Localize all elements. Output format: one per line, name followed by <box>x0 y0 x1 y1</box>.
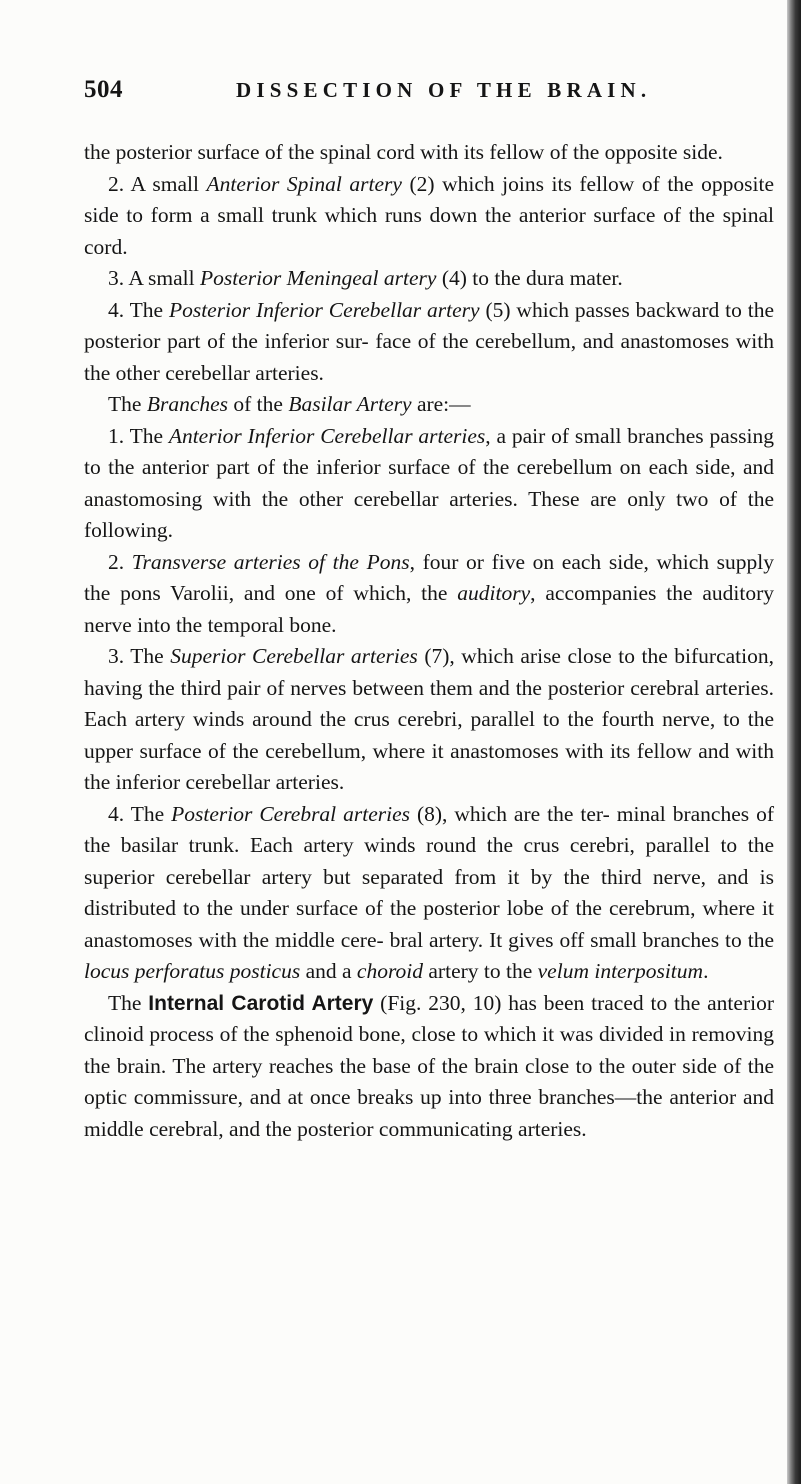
paragraph-text: and a <box>300 959 357 983</box>
term-branches: Branches <box>146 392 229 416</box>
paragraph-text: artery to the <box>423 959 538 983</box>
paragraph-internal-carotid-artery <box>84 988 774 1146</box>
term-anterior-spinal-artery: Anterior Spinal artery <box>206 171 402 196</box>
page-header <box>84 76 774 110</box>
paragraph-text: of the <box>228 392 289 416</box>
term-auditory: auditory <box>457 581 531 605</box>
paragraph-text: (8), which are the ter- minal branches of the basilar trunk. Each artery winds round the crus cerebri, parallel to the superior cerebellar artery but separated from it by the third nerve, and is distributed to the under surface of the posterior lobe of the cerebrum, where it anastomoses with the middle cere- bral artery. It gives off small branches to the <box>84 801 774 952</box>
paragraph-text: , accompanies the auditory nerve into the temporal bone. <box>84 581 774 637</box>
paragraph-continuation <box>84 137 774 169</box>
paragraph-transverse-arteries <box>84 547 774 642</box>
paragraph-posterior-inferior-cerebellar-artery <box>84 295 774 390</box>
list-number: 4. The <box>108 801 172 826</box>
term-locus-perforatus-posticus: locus perforatus posticus <box>84 959 301 983</box>
term-posterior-cerebral-arteries: Posterior Cerebral arteries <box>171 801 411 826</box>
paragraph-anterior-inferior-cerebellar-arteries <box>84 421 774 547</box>
paragraph-text: The <box>108 392 147 416</box>
list-number: 1. The <box>108 423 169 448</box>
paragraph-text: The <box>108 990 149 1015</box>
term-superior-cerebellar-arteries: Superior Cerebellar arteries <box>170 644 418 668</box>
paragraph-anterior-spinal-artery <box>84 169 774 264</box>
term-velum-interpositum: velum interpositum <box>537 959 704 983</box>
paragraph-text: (Fig. 230, 10) has been traced to the anterior clinoid process of the sphenoid bone, close to which it was divided in removing the brain. The artery reaches the base of the brain close to the outer side of the optic commissure, and at once breaks up into three branches—the anterior and middle cerebral, and the posterior communicating arteries. <box>84 990 774 1141</box>
heading-internal-carotid-artery: Internal Carotid Artery <box>148 991 374 1015</box>
paragraph-posterior-meningeal-artery <box>84 263 774 295</box>
paragraph-text: (2) which joins its fellow of the opposite side to form a small trunk which runs down the anterior surface of the spinal cord. <box>84 171 774 259</box>
list-number: 3. The <box>108 644 171 668</box>
paragraph-basilar-branches <box>84 389 774 421</box>
list-number: 2. <box>108 549 132 574</box>
paragraph-text: (4) to the dura mater. <box>436 266 623 290</box>
list-number: 3. A small <box>108 266 200 290</box>
term-choroid: choroid <box>356 959 424 983</box>
list-number: 2. A small <box>108 171 207 196</box>
paragraph-text: , a pair of small branches passing to the anterior part of the inferior surface of the cerebellum on each side, and anastomosing with the other cerebellar arteries. These are only two of the following. <box>84 423 774 542</box>
page-edge-shadow <box>787 0 801 1484</box>
paragraph-text: , four or five on each side, which supply the pons Varolii, and one of which, the <box>84 549 774 605</box>
term-posterior-meningeal-artery: Posterior Meningeal artery <box>199 266 437 290</box>
paragraph-text: . <box>703 959 709 983</box>
term-basilar-artery: Basilar Artery <box>288 392 412 416</box>
page-number: 504 <box>84 76 123 103</box>
paragraph-text: (7), which arise close to the bifurcation, having the third pair of nerves between them and the posterior cerebral arteries. Each artery winds around the crus cerebri, parallel to the fourth nerve, to the upper surface of the cerebellum, where it anastomoses with its fellow and with the inferior cerebellar arteries. <box>84 644 774 794</box>
term-posterior-inferior-cerebellar-artery: Posterior Inferior Cerebellar artery <box>168 297 480 322</box>
paragraph-posterior-cerebral-arteries <box>84 799 774 988</box>
term-anterior-inferior-cerebellar-arteries: Anterior Inferior Cerebellar arteries <box>168 423 486 448</box>
paragraph-superior-cerebellar-arteries <box>84 641 774 799</box>
list-number: 4. The <box>108 297 169 322</box>
running-head: DISSECTION OF THE BRAIN. <box>236 78 652 102</box>
paragraph-text: the posterior surface of the spinal cord with its fellow of the opposite side. <box>84 140 723 164</box>
body-text <box>84 137 774 1145</box>
term-transverse-arteries-of-the-pons: Transverse arteries of the Pons <box>131 549 410 574</box>
paragraph-text: (5) which passes backward to the posterior part of the inferior sur- face of the cerebellum, and anastomoses with the other cerebellar arteries. <box>84 297 774 385</box>
paragraph-text: are:— <box>411 392 471 416</box>
